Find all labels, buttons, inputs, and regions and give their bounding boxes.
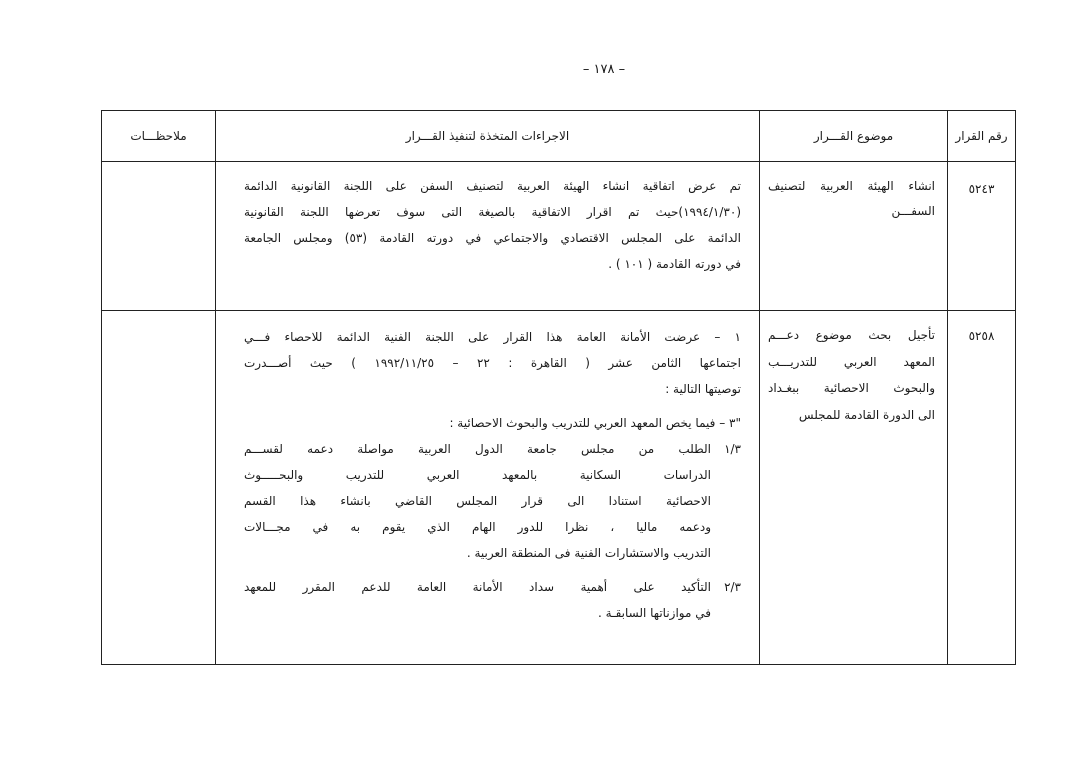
- subject-line: انشاء الهيئة العربية لتصنيف: [768, 179, 935, 193]
- sub-item-body: [244, 574, 711, 626]
- decision-subject: [760, 311, 948, 665]
- page-number: – ١٧٨ –: [582, 62, 626, 77]
- sub-item-line: ودعمه ماليا ، نظرا للدور الهام الذي يقوم به في مجـــالات: [244, 520, 711, 534]
- sub-item: [244, 574, 741, 626]
- header-decision-number: رقم القرار: [948, 111, 1016, 162]
- action-line: اجتماعها الثامن عشر ( القاهرة : ٢٢ – ١٩٩٢/١١/٢٥ ) حيث أصـــدرت: [244, 356, 741, 370]
- decision-number: ٥٢٤٣: [948, 162, 1016, 311]
- subject-line: والبحوث الاحصائية ببغـداد: [768, 381, 935, 395]
- table-row: [102, 162, 1016, 311]
- notes-cell: [102, 311, 216, 665]
- subject-line: تأجيل بحث موضوع دعـــم: [768, 328, 935, 342]
- header-actions-taken: الاجراءات المتخذة لتنفيذ القـــرار: [216, 111, 760, 162]
- subject-line: السفـــن: [891, 203, 935, 218]
- sub-item-line: التدريب والاستشارات الفنية فى المنطقة العربية .: [466, 546, 711, 560]
- sub-item-body: [244, 436, 711, 566]
- sub-item-line: الطلب من مجلس جامعة الدول العربية مواصلة دعمه لقســـم: [244, 442, 711, 456]
- table-header-row: [102, 111, 1016, 162]
- sub-item: [244, 436, 741, 566]
- sub-item-line: الدراسات السكانية بالمعهد العربي للتدريب والبحـــــوث: [244, 468, 711, 482]
- table-row: [102, 311, 1016, 665]
- decision-subject: [760, 162, 948, 311]
- header-notes: ملاحظـــات: [102, 111, 216, 162]
- header-decision-subject: موضوع القـــرار: [760, 111, 948, 162]
- sub-item-line: الاحصائية استنادا الى قرار المجلس القاضي بانشاء هذا القسم: [244, 494, 711, 508]
- actions-taken: [216, 311, 760, 665]
- action-line: الدائمة على المجلس الاقتصادي والاجتماعي في دورته القادمة (٥٣) ومجلس الجامعة: [244, 231, 741, 245]
- sub-item-number: ٢/٣: [724, 580, 741, 594]
- action-line: ١ – عرضت الأمانة العامة هذا القرار على اللجنة الفنية الدائمة للاحصاء فـــي: [244, 330, 741, 344]
- subject-line: الى الدورة القادمة للمجلس: [798, 407, 935, 422]
- action-line: تم عرض اتفاقية انشاء الهيئة العربية لتصنيف السفن على اللجنة القانونية الدائمة: [244, 179, 741, 193]
- sub-item-number: ١/٣: [724, 442, 741, 456]
- actions-taken: [216, 162, 760, 311]
- action-line: في دورته القادمة ( ١٠١ ) .: [608, 257, 741, 271]
- quote-heading: "٣ – فيما يخص المعهد العربي للتدريب والبحوث الاحصائية :: [449, 416, 741, 430]
- action-line: توصيتها التالية :: [665, 382, 741, 396]
- decision-number: ٥٢٥٨: [948, 311, 1016, 665]
- sub-item-line: في موازناتها السابقـة .: [598, 606, 711, 620]
- decisions-table: [101, 110, 1016, 665]
- subject-line: المعهد العربي للتدريـــب: [768, 354, 935, 369]
- action-line: (١٩٩٤/١/٣٠)حيث تم اقرار الاتفاقية بالصيغة التى سوف تعرضها اللجنة القانونية: [244, 205, 741, 219]
- notes-cell: [102, 162, 216, 311]
- sub-item-line: التأكيد على أهمية سداد الأمانة العامة للدعم المقرر للمعهد: [244, 580, 711, 594]
